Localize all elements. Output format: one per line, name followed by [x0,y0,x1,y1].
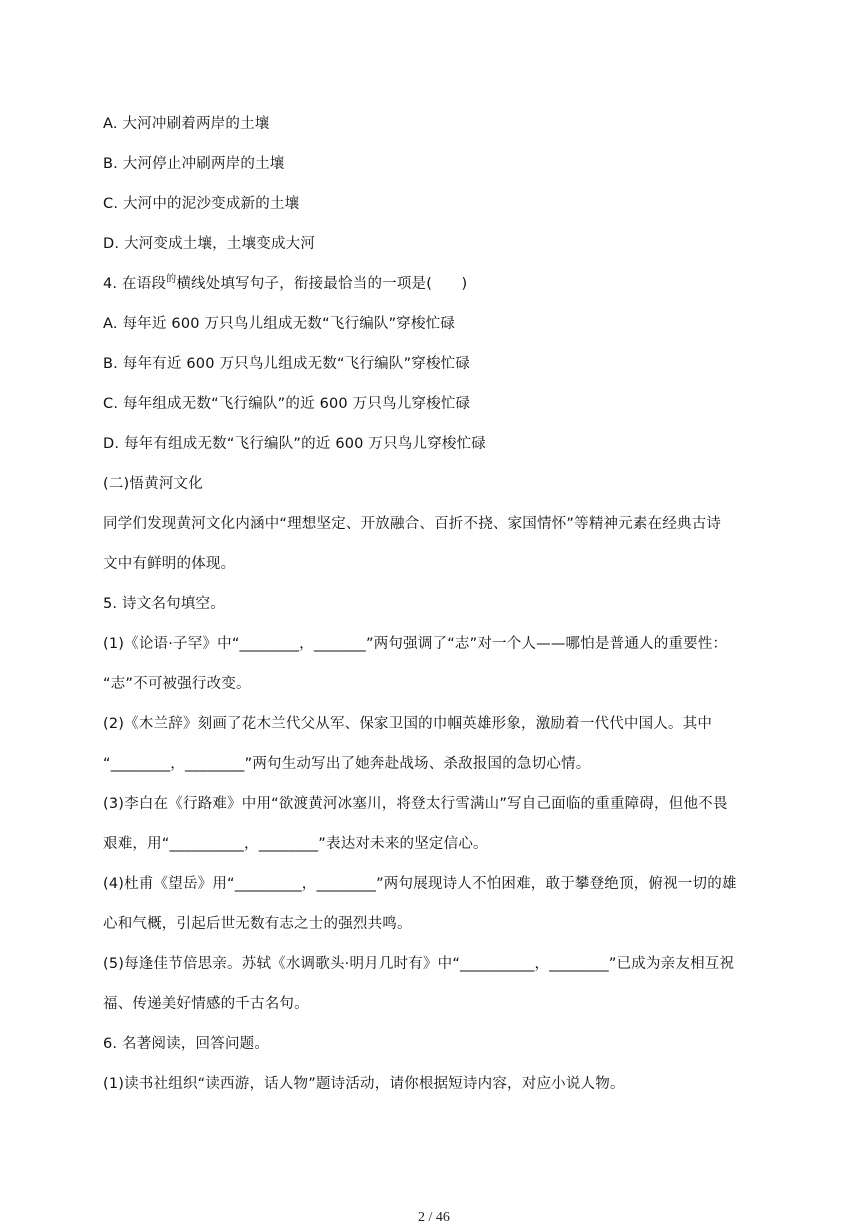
q3-option-b: B. 大河停止冲刷两岸的土壤 [103,156,285,172]
q4-stem-before: 4. 在语段 [103,276,167,292]
q4-option-b: B. 每年有近 600 万只鸟儿组成无数“飞行编队”穿梭忙碌 [103,356,471,372]
q5-item1-line2: “志”不可被强行改变。 [103,676,251,692]
q4-option-a: A. 每年近 600 万只鸟儿组成无数“飞行编队”穿梭忙碌 [103,316,456,332]
page-number: 2 / 46 [418,1210,450,1225]
section-intro-line1: 同学们发现黄河文化内涵中“理想坚定、开放融合、百折不挠、家国情怀”等精神元素在经典古诗 [103,516,722,532]
q5-stem: 5. 诗文名句填空。 [103,596,225,612]
q6-stem: 6. 名著阅读，回答问题。 [103,1036,270,1052]
q5-item5-line2: 福、传递美好情感的千古名句。 [103,996,309,1012]
section-intro-line2: 文中有鲜明的体现。 [103,556,236,572]
q5-item3-line1: (3)李白在《行路难》中用“欲渡黄河冰塞川，将登太行雪满山”写自己面临的重重障碍，但他不畏 [103,796,728,812]
q4-stem-after: 横线处填写句子，衔接最恰当的一项是( ) [176,276,468,292]
q4-option-c: C. 每年组成无数“飞行编队”的近 600 万只鸟儿穿梭忙碌 [103,396,471,412]
q4-stem [103,274,783,296]
q5-item1-line1: (1)《论语·子罕》中“________，_______”两句强调了“志”对一个人——哪怕是普通人的重要性： [103,636,728,652]
q4-stem-sup: 的 [166,274,177,285]
q3-option-c: C. 大河中的泥沙变成新的土壤 [103,196,300,212]
q3-option-a: A. 大河冲刷着两岸的土壤 [103,116,270,132]
q3-option-d: D. 大河变成土壤，土壤变成大河 [103,236,316,252]
q5-item4-line1: (4)杜甫《望岳》用“_________，________”两句展现诗人不怕困难，敢于攀登绝顶，俯视一切的雄 [103,876,737,892]
q4-option-d: D. 每年有组成无数“飞行编队”的近 600 万只鸟儿穿梭忙碌 [103,436,486,452]
q5-item2-line2: “________，________”两句生动写出了她奔赴战场、杀敌报国的急切心情。 [103,756,591,772]
section-heading: (二)悟黄河文化 [103,476,203,492]
q6-item1: (1)读书社组织“读西游，话人物”题诗活动，请你根据短诗内容，对应小说人物。 [103,1076,625,1092]
q5-item4-line2: 心和气概，引起后世无数有志之士的强烈共鸣。 [103,916,412,932]
q5-item5-line1: (5)每逢佳节倍思亲。苏轼《水调歌头·明月几时有》中“__________，________”已成为亲友相互祝 [103,956,735,972]
q5-item2-line1: (2)《木兰辞》刻画了花木兰代父从军、保家卫国的巾帼英雄形象，激励着一代代中国人。其中 [103,716,713,732]
q5-item3-line2: 艰难，用“__________，________”表达对未来的坚定信心。 [103,836,488,852]
